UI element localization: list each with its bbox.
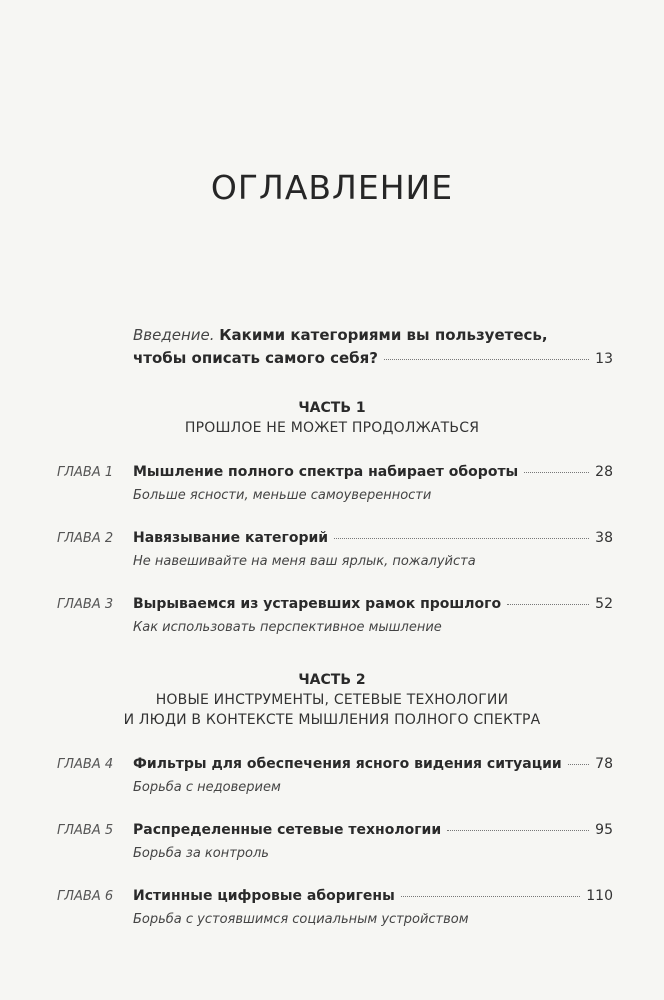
intro-line-1	[133, 324, 613, 347]
chapter-6-entry	[57, 888, 613, 927]
chapter-title: Навязывание категорий	[133, 530, 329, 546]
chapter-label: ГЛАВА 6	[57, 889, 114, 904]
dot-leader	[524, 472, 589, 473]
intro-entry	[133, 324, 613, 371]
intro-page-number: 13	[595, 351, 613, 367]
chapter-subtitle: Борьба за контроль	[133, 846, 269, 861]
dot-leader	[447, 830, 589, 831]
chapter-subtitle: Борьба с устоявшимся социальным устройством	[133, 912, 469, 927]
chapter-label: ГЛАВА 1	[57, 465, 114, 480]
chapter-title: Мышление полного спектра набирает обороты	[133, 464, 519, 480]
chapter-title: Вырываемся из устаревших рамок прошлого	[133, 596, 502, 612]
intro-label: Введение.	[133, 326, 215, 344]
dot-leader	[568, 764, 589, 765]
chapter-4-entry	[57, 756, 613, 795]
part-subtitle: ПРОШЛОЕ НЕ МОЖЕТ ПРОДОЛЖАТЬСЯ	[184, 420, 480, 436]
page-title: ОГЛАВЛЕНИЕ	[210, 168, 454, 207]
part-subtitle-line2: И ЛЮДИ В КОНТЕКСТЕ МЫШЛЕНИЯ ПОЛНОГО СПЕКТРА	[123, 712, 541, 728]
dot-leader	[334, 538, 589, 539]
chapter-page-number: 28	[595, 464, 613, 480]
part-subtitle-line1: НОВЫЕ ИНСТРУМЕНТЫ, СЕТЕВЫЕ ТЕХНОЛОГИИ	[155, 692, 509, 708]
part-2-heading	[0, 670, 664, 730]
chapter-page-number: 110	[586, 888, 613, 904]
chapter-label: ГЛАВА 4	[57, 757, 114, 772]
chapter-label: ГЛАВА 3	[57, 597, 114, 612]
chapter-subtitle: Как использовать перспективное мышление	[133, 620, 442, 635]
chapter-label: ГЛАВА 2	[57, 531, 114, 546]
dot-leader	[384, 359, 589, 360]
chapter-subtitle: Больше ясности, меньше самоуверенности	[133, 488, 432, 503]
chapter-page-number: 78	[595, 756, 613, 772]
chapter-title: Фильтры для обеспечения ясного видения ситуации	[133, 756, 562, 772]
part-number: ЧАСТЬ 2	[298, 672, 366, 688]
chapter-label: ГЛАВА 5	[57, 823, 114, 838]
part-1-heading	[0, 398, 664, 438]
intro-title-line2: чтобы описать самого себя?	[133, 349, 378, 367]
chapter-title: Истинные цифровые аборигены	[133, 888, 395, 904]
chapter-page-number: 38	[595, 530, 613, 546]
chapter-2-entry	[57, 530, 613, 569]
intro-title-line1: Какими категориями вы пользуетесь,	[219, 326, 548, 344]
part-number: ЧАСТЬ 1	[298, 400, 366, 416]
chapter-3-entry	[57, 596, 613, 635]
dot-leader	[507, 604, 589, 605]
chapter-subtitle: Борьба с недоверием	[133, 780, 281, 795]
chapter-page-number: 95	[595, 822, 613, 838]
chapter-1-entry	[57, 464, 613, 503]
chapter-page-number: 52	[595, 596, 613, 612]
chapter-title: Распределенные сетевые технологии	[133, 822, 442, 838]
dot-leader	[401, 896, 581, 897]
intro-line-2	[133, 347, 613, 371]
chapter-subtitle: Не навешивайте на меня ваш ярлык, пожалуйста	[133, 554, 476, 569]
chapter-5-entry	[57, 822, 613, 861]
